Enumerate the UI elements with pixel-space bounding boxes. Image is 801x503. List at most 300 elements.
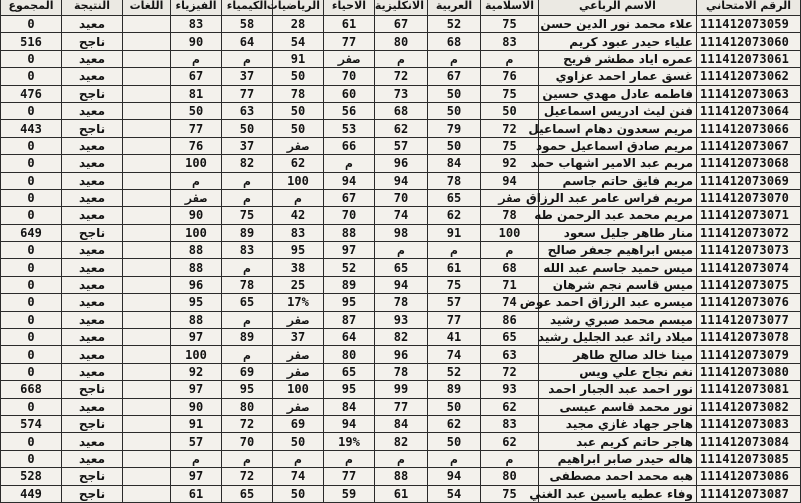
header-english: الانكليزية <box>375 0 428 16</box>
cell-score-chemistry: م <box>222 346 273 363</box>
cell-languages <box>123 363 171 380</box>
cell-total: 528 <box>1 468 62 485</box>
table-row <box>1 363 801 380</box>
cell-exam-number: 111412073068 <box>697 155 801 172</box>
header-biology: الاحياء <box>324 0 375 16</box>
cell-score-biology: 94 <box>324 172 375 189</box>
cell-total: 0 <box>1 155 62 172</box>
cell-score-english: 68 <box>375 102 428 119</box>
table-row <box>1 398 801 415</box>
cell-result: ناجح <box>62 120 123 137</box>
cell-exam-number: 111412073082 <box>697 398 801 415</box>
cell-score-biology: 97 <box>324 242 375 259</box>
cell-exam-number: 111412073072 <box>697 224 801 241</box>
cell-name: مينا خالد صالح طاهر <box>539 346 697 363</box>
table-row <box>1 50 801 67</box>
cell-exam-number: 111412073064 <box>697 102 801 119</box>
cell-exam-number: 111412073059 <box>697 16 801 33</box>
cell-score-islamic: م <box>481 50 539 67</box>
cell-score-arabic: 79 <box>428 120 481 137</box>
cell-score-chemistry: 50 <box>222 120 273 137</box>
table-row <box>1 224 801 241</box>
cell-total: 0 <box>1 450 62 467</box>
cell-result: ناجح <box>62 224 123 241</box>
cell-score-biology: م <box>324 450 375 467</box>
cell-total: 0 <box>1 207 62 224</box>
cell-languages <box>123 33 171 50</box>
cell-score-arabic: 50 <box>428 85 481 102</box>
cell-score-math: 83 <box>273 224 324 241</box>
cell-score-biology: 94 <box>324 415 375 432</box>
cell-score-math: صفر <box>273 137 324 154</box>
cell-score-islamic: 72 <box>481 363 539 380</box>
cell-languages <box>123 311 171 328</box>
cell-exam-number: 111412073071 <box>697 207 801 224</box>
table-row <box>1 433 801 450</box>
cell-total: 0 <box>1 398 62 415</box>
cell-name: ميس ابراهيم جعفر صالح <box>539 242 697 259</box>
cell-score-physics: 88 <box>171 259 222 276</box>
cell-score-physics: 50 <box>171 102 222 119</box>
cell-score-physics: 100 <box>171 224 222 241</box>
cell-languages <box>123 137 171 154</box>
cell-total: 0 <box>1 50 62 67</box>
cell-score-math: 42 <box>273 207 324 224</box>
table-row <box>1 102 801 119</box>
cell-score-arabic: م <box>428 50 481 67</box>
cell-score-english: م <box>375 50 428 67</box>
cell-name: مريم سعدون دهام اسماعيل <box>539 120 697 137</box>
cell-score-arabic: 62 <box>428 415 481 432</box>
cell-name: ميسم محمد صبري رشيد <box>539 311 697 328</box>
cell-score-islamic: 68 <box>481 259 539 276</box>
table-row <box>1 415 801 432</box>
cell-score-english: 74 <box>375 207 428 224</box>
cell-score-biology: 70 <box>324 68 375 85</box>
cell-name: مريم محمد عبد الرحمن طه <box>539 207 697 224</box>
cell-score-english: 73 <box>375 85 428 102</box>
cell-result: معيد <box>62 311 123 328</box>
cell-languages <box>123 433 171 450</box>
cell-score-biology: 89 <box>324 276 375 293</box>
table-row <box>1 276 801 293</box>
cell-score-english: 98 <box>375 224 428 241</box>
cell-languages <box>123 468 171 485</box>
cell-score-chemistry: 95 <box>222 381 273 398</box>
cell-score-biology: 66 <box>324 137 375 154</box>
cell-score-islamic: 75 <box>481 16 539 33</box>
cell-score-physics: 90 <box>171 398 222 415</box>
cell-result: معيد <box>62 433 123 450</box>
cell-score-math: 62 <box>273 155 324 172</box>
cell-total: 0 <box>1 172 62 189</box>
cell-name: ميس قاسم نجم شرهان <box>539 276 697 293</box>
cell-name: منار طاهر جليل سعود <box>539 224 697 241</box>
cell-total: 0 <box>1 363 62 380</box>
table-body <box>1 16 801 503</box>
cell-result: ناجح <box>62 485 123 502</box>
cell-result: معيد <box>62 346 123 363</box>
cell-score-english: 82 <box>375 329 428 346</box>
cell-score-chemistry: 58 <box>222 16 273 33</box>
cell-name: وفاء عطيه ياسين عبد الغني <box>539 485 697 502</box>
cell-score-chemistry: 77 <box>222 85 273 102</box>
cell-score-biology: 77 <box>324 468 375 485</box>
cell-score-english: 80 <box>375 33 428 50</box>
cell-result: ناجح <box>62 381 123 398</box>
cell-score-physics: 96 <box>171 276 222 293</box>
cell-score-english: 77 <box>375 398 428 415</box>
cell-score-physics: 88 <box>171 242 222 259</box>
cell-score-math: صفر <box>273 363 324 380</box>
cell-total: 0 <box>1 102 62 119</box>
cell-exam-number: 111412073076 <box>697 294 801 311</box>
cell-result: معيد <box>62 276 123 293</box>
table-row <box>1 259 801 276</box>
cell-score-chemistry: 69 <box>222 363 273 380</box>
cell-score-arabic: 89 <box>428 381 481 398</box>
cell-score-biology: 65 <box>324 363 375 380</box>
cell-score-biology: 52 <box>324 259 375 276</box>
cell-score-english: 67 <box>375 16 428 33</box>
cell-score-math: 25 <box>273 276 324 293</box>
cell-score-biology: 67 <box>324 189 375 206</box>
cell-score-chemistry: 70 <box>222 433 273 450</box>
cell-name: نور محمد قاسم عيسى <box>539 398 697 415</box>
cell-score-islamic: 76 <box>481 68 539 85</box>
cell-score-chemistry: 89 <box>222 329 273 346</box>
cell-score-english: 72 <box>375 68 428 85</box>
cell-score-math: 50 <box>273 485 324 502</box>
cell-score-arabic: 68 <box>428 33 481 50</box>
cell-score-islamic: 75 <box>481 137 539 154</box>
cell-score-math: 95 <box>273 242 324 259</box>
cell-score-islamic: 62 <box>481 398 539 415</box>
cell-exam-number: 111412073087 <box>697 485 801 502</box>
cell-score-chemistry: 78 <box>222 276 273 293</box>
cell-score-islamic: صفر <box>481 189 539 206</box>
cell-languages <box>123 415 171 432</box>
cell-score-physics: 61 <box>171 485 222 502</box>
cell-score-english: 99 <box>375 381 428 398</box>
cell-score-english: 96 <box>375 346 428 363</box>
cell-exam-number: 111412073073 <box>697 242 801 259</box>
cell-score-english: 70 <box>375 189 428 206</box>
cell-total: 0 <box>1 276 62 293</box>
cell-score-islamic: 75 <box>481 485 539 502</box>
cell-languages <box>123 398 171 415</box>
cell-languages <box>123 120 171 137</box>
cell-score-physics: 100 <box>171 346 222 363</box>
cell-score-math: 50 <box>273 68 324 85</box>
cell-score-physics: م <box>171 50 222 67</box>
cell-score-chemistry: 64 <box>222 33 273 50</box>
cell-score-physics: 83 <box>171 16 222 33</box>
cell-result: معيد <box>62 242 123 259</box>
cell-score-chemistry: م <box>222 450 273 467</box>
cell-name: نور احمد عبد الجبار احمد <box>539 381 697 398</box>
cell-exam-number: 111412073062 <box>697 68 801 85</box>
cell-score-english: 88 <box>375 468 428 485</box>
cell-score-math: 50 <box>273 433 324 450</box>
cell-score-english: 65 <box>375 259 428 276</box>
cell-score-math: 28 <box>273 16 324 33</box>
cell-score-english: 61 <box>375 485 428 502</box>
cell-exam-number: 111412073083 <box>697 415 801 432</box>
cell-result: معيد <box>62 207 123 224</box>
cell-exam-number: 111412073086 <box>697 468 801 485</box>
cell-result: معيد <box>62 137 123 154</box>
table-row <box>1 242 801 259</box>
cell-languages <box>123 207 171 224</box>
cell-languages <box>123 485 171 502</box>
cell-score-islamic: 83 <box>481 33 539 50</box>
cell-result: معيد <box>62 50 123 67</box>
cell-score-biology: 80 <box>324 346 375 363</box>
cell-score-chemistry: 82 <box>222 155 273 172</box>
cell-score-arabic: 50 <box>428 137 481 154</box>
cell-name: علاء محمد نور الدين حسن <box>539 16 697 33</box>
cell-score-islamic: 94 <box>481 172 539 189</box>
cell-score-islamic: م <box>481 450 539 467</box>
header-name: الاسم الرباعي <box>539 0 697 16</box>
cell-languages <box>123 259 171 276</box>
cell-score-arabic: 61 <box>428 259 481 276</box>
cell-score-biology: 19% <box>324 433 375 450</box>
cell-score-arabic: 41 <box>428 329 481 346</box>
cell-exam-number: 111412073075 <box>697 276 801 293</box>
cell-score-math: 17% <box>273 294 324 311</box>
cell-name: ميسره عبد الرزاق احمد عوض <box>539 294 697 311</box>
cell-exam-number: 111412073080 <box>697 363 801 380</box>
table-row <box>1 68 801 85</box>
header-exam-number: الرقم الامتحاني <box>697 0 801 16</box>
cell-score-english: 78 <box>375 363 428 380</box>
cell-exam-number: 111412073070 <box>697 189 801 206</box>
cell-score-chemistry: 80 <box>222 398 273 415</box>
cell-score-math: 50 <box>273 120 324 137</box>
cell-score-islamic: م <box>481 242 539 259</box>
cell-score-islamic: 100 <box>481 224 539 241</box>
cell-score-arabic: 75 <box>428 276 481 293</box>
cell-languages <box>123 242 171 259</box>
cell-score-chemistry: م <box>222 50 273 67</box>
cell-name: فاطمه عادل مهدي حسين <box>539 85 697 102</box>
cell-languages <box>123 50 171 67</box>
cell-score-physics: 97 <box>171 468 222 485</box>
cell-result: معيد <box>62 363 123 380</box>
cell-score-english: 94 <box>375 172 428 189</box>
header-islamic: الاسلامية <box>481 0 539 16</box>
cell-score-chemistry: 83 <box>222 242 273 259</box>
cell-score-math: صفر <box>273 311 324 328</box>
cell-score-biology: 64 <box>324 329 375 346</box>
cell-exam-number: 111412073061 <box>697 50 801 67</box>
cell-total: 574 <box>1 415 62 432</box>
cell-score-math: 74 <box>273 468 324 485</box>
cell-total: 668 <box>1 381 62 398</box>
cell-total: 0 <box>1 137 62 154</box>
cell-total: 449 <box>1 485 62 502</box>
cell-score-math: 91 <box>273 50 324 67</box>
cell-languages <box>123 172 171 189</box>
cell-name: هاجر جهاد غازي مجيد <box>539 415 697 432</box>
cell-exam-number: 111412073085 <box>697 450 801 467</box>
cell-score-biology: 95 <box>324 294 375 311</box>
cell-result: ناجح <box>62 85 123 102</box>
cell-languages <box>123 16 171 33</box>
cell-score-arabic: 52 <box>428 363 481 380</box>
cell-languages <box>123 189 171 206</box>
cell-result: معيد <box>62 16 123 33</box>
cell-score-physics: م <box>171 450 222 467</box>
cell-total: 0 <box>1 294 62 311</box>
cell-exam-number: 111412073069 <box>697 172 801 189</box>
cell-total: 649 <box>1 224 62 241</box>
cell-result: ناجح <box>62 468 123 485</box>
cell-score-islamic: 71 <box>481 276 539 293</box>
cell-score-math: صفر <box>273 346 324 363</box>
table-row <box>1 450 801 467</box>
table-row <box>1 155 801 172</box>
cell-languages <box>123 102 171 119</box>
cell-score-islamic: 75 <box>481 85 539 102</box>
cell-score-chemistry: 72 <box>222 468 273 485</box>
cell-name: مريم فراس عامر عبد الرزاق <box>539 189 697 206</box>
cell-score-arabic: 65 <box>428 189 481 206</box>
cell-exam-number: 111412073060 <box>697 33 801 50</box>
table-row <box>1 329 801 346</box>
cell-result: معيد <box>62 259 123 276</box>
table-row <box>1 468 801 485</box>
cell-score-math: 100 <box>273 381 324 398</box>
cell-score-arabic: 57 <box>428 294 481 311</box>
table-row <box>1 207 801 224</box>
cell-score-math: صفر <box>273 398 324 415</box>
cell-score-physics: 67 <box>171 68 222 85</box>
cell-score-physics: 88 <box>171 311 222 328</box>
cell-score-chemistry: 37 <box>222 137 273 154</box>
cell-total: 0 <box>1 242 62 259</box>
header-languages: اللغات <box>123 0 171 16</box>
cell-score-arabic: 74 <box>428 346 481 363</box>
header-chemistry: الكيمياء <box>222 0 273 16</box>
cell-languages <box>123 450 171 467</box>
table-row <box>1 346 801 363</box>
cell-total: 0 <box>1 329 62 346</box>
cell-name: هاله حيدر صابر ابراهيم <box>539 450 697 467</box>
cell-score-biology: 56 <box>324 102 375 119</box>
cell-score-arabic: 50 <box>428 102 481 119</box>
cell-score-english: 84 <box>375 415 428 432</box>
cell-score-biology: 87 <box>324 311 375 328</box>
cell-total: 476 <box>1 85 62 102</box>
cell-score-islamic: 93 <box>481 381 539 398</box>
cell-score-biology: 95 <box>324 381 375 398</box>
cell-score-biology: 77 <box>324 33 375 50</box>
header-physics: الفيزياء <box>171 0 222 16</box>
cell-score-islamic: 62 <box>481 433 539 450</box>
cell-score-physics: 95 <box>171 294 222 311</box>
cell-exam-number: 111412073074 <box>697 259 801 276</box>
header-result: النتيجة <box>62 0 123 16</box>
table-row <box>1 85 801 102</box>
cell-score-arabic: م <box>428 450 481 467</box>
cell-score-chemistry: 63 <box>222 102 273 119</box>
cell-score-english: 62 <box>375 120 428 137</box>
header-row <box>1 0 801 16</box>
cell-score-math: 37 <box>273 329 324 346</box>
cell-total: 0 <box>1 259 62 276</box>
cell-languages <box>123 224 171 241</box>
cell-score-islamic: 50 <box>481 102 539 119</box>
cell-score-physics: 97 <box>171 381 222 398</box>
cell-exam-number: 111412073081 <box>697 381 801 398</box>
cell-score-math: 78 <box>273 85 324 102</box>
cell-score-arabic: 91 <box>428 224 481 241</box>
cell-result: معيد <box>62 155 123 172</box>
cell-total: 0 <box>1 16 62 33</box>
header-total: المجموع <box>1 0 62 16</box>
cell-name: عمره اياد مطشر فريح <box>539 50 697 67</box>
cell-score-math: 54 <box>273 33 324 50</box>
cell-languages <box>123 346 171 363</box>
cell-languages <box>123 68 171 85</box>
cell-exam-number: 111412073063 <box>697 85 801 102</box>
cell-total: 0 <box>1 346 62 363</box>
cell-score-biology: 84 <box>324 398 375 415</box>
cell-score-chemistry: 65 <box>222 294 273 311</box>
cell-score-math: م <box>273 450 324 467</box>
cell-name: ميلاد رائد عبد الجليل رشيد <box>539 329 697 346</box>
cell-result: معيد <box>62 398 123 415</box>
cell-score-chemistry: 89 <box>222 224 273 241</box>
cell-result: معيد <box>62 102 123 119</box>
cell-result: معيد <box>62 294 123 311</box>
cell-languages <box>123 294 171 311</box>
cell-name: علياء حيدر عبود كريم <box>539 33 697 50</box>
cell-result: معيد <box>62 189 123 206</box>
cell-name: غسق عمار احمد عزاوي <box>539 68 697 85</box>
table-header <box>1 0 801 16</box>
cell-score-english: م <box>375 242 428 259</box>
cell-score-physics: 81 <box>171 85 222 102</box>
cell-score-english: 93 <box>375 311 428 328</box>
cell-score-chemistry: م <box>222 189 273 206</box>
cell-exam-number: 111412073078 <box>697 329 801 346</box>
cell-score-physics: 57 <box>171 433 222 450</box>
cell-result: ناجح <box>62 33 123 50</box>
table-row <box>1 189 801 206</box>
cell-exam-number: 111412073066 <box>697 120 801 137</box>
cell-score-english: 57 <box>375 137 428 154</box>
table-row <box>1 33 801 50</box>
cell-score-physics: 92 <box>171 363 222 380</box>
cell-score-physics: 90 <box>171 207 222 224</box>
cell-name: ميس حميد جاسم عبد الله <box>539 259 697 276</box>
cell-result: ناجح <box>62 415 123 432</box>
cell-score-chemistry: 37 <box>222 68 273 85</box>
cell-score-english: م <box>375 450 428 467</box>
cell-score-math: 50 <box>273 102 324 119</box>
cell-score-arabic: 50 <box>428 398 481 415</box>
cell-score-chemistry: 65 <box>222 485 273 502</box>
cell-total: 443 <box>1 120 62 137</box>
cell-exam-number: 111412073084 <box>697 433 801 450</box>
cell-score-chemistry: 72 <box>222 415 273 432</box>
cell-score-physics: 97 <box>171 329 222 346</box>
cell-score-islamic: 78 <box>481 207 539 224</box>
